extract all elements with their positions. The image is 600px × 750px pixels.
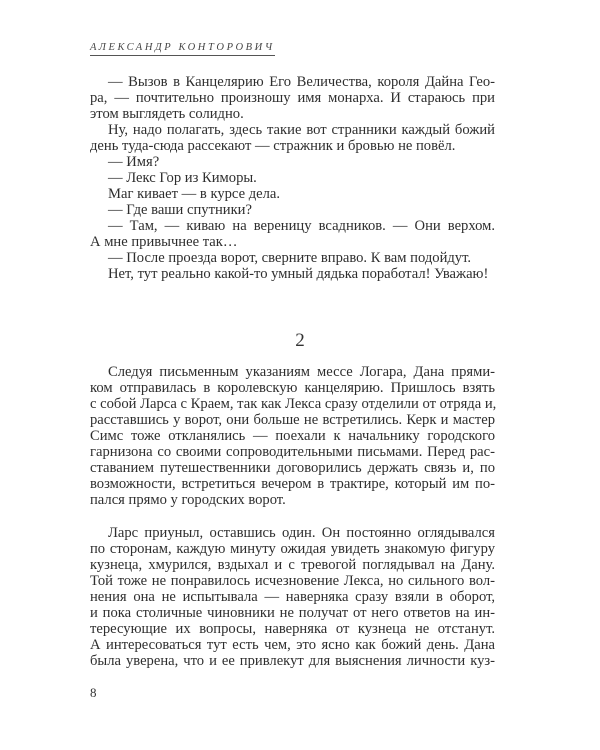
text-line: А интересоваться тут есть чем, это ясно как божий день. Дана <box>90 637 495 653</box>
text-line: Следуя письменным указаниям мессе Логара, Дана прями- <box>108 364 495 380</box>
text-line: нения она не испытывала — наверняка сразу взяли в оборот, <box>90 589 495 605</box>
text-line: день туда-сюда рассекают — стражник и бровью не повёл. <box>90 138 456 154</box>
text-line: Симс тоже откланялись — поехали к начальнику городского <box>90 428 495 444</box>
text-line: Той тоже не понравилось исчезновение Лекса, но сильного вол- <box>90 573 495 589</box>
text-line: Нет, тут реально какой-то умный дядька поработал! Уважаю! <box>108 266 489 282</box>
text-line: Ларс приуныл, оставшись один. Он постоянно оглядывался <box>108 525 495 541</box>
text-line: по сторонам, каждую минуту ожидая увидеть знакомую фигуру <box>90 541 495 557</box>
text-line: Маг кивает — в курсе дела. <box>108 186 281 202</box>
text-line: была уверена, что и ее привлекут для выяснения личности куз- <box>90 653 495 669</box>
running-header-author: АЛЕКСАНДР КОНТОРОВИЧ <box>90 42 275 56</box>
text-line: гарнизона со своими сопроводительными письмами. Перед рас- <box>90 444 495 460</box>
text-line: с собой Ларса с Краем, так как Лекса сразу отделили от отряда и, <box>90 396 497 412</box>
dialogue-block <box>90 74 495 282</box>
text-line: ставанием путешественники договорились держать связь и, по <box>90 460 495 476</box>
text-line: возможности, встретиться вечером в трактире, который им по- <box>90 476 495 492</box>
text-line: — После проезда ворот, сверните вправо. К вам подойдут. <box>108 250 472 266</box>
paragraph-1 <box>90 364 495 508</box>
text-line: Ну, надо полагать, здесь такие вот странники каждый божий <box>108 122 495 138</box>
text-line: кузнеца, хмурился, вздыхал и с тревогой поглядывал на Дану. <box>90 557 495 573</box>
text-line: — Лекс Гор из Киморы. <box>108 170 257 186</box>
text-line: ком отправилась в королевскую канцелярию. Пришлось взять <box>90 380 495 396</box>
text-line: ра, — почтительно произношу имя монарха. И стараюсь при <box>90 90 495 106</box>
text-line: расставшись у ворот, они больше не встретились. Керк и мастер <box>90 412 495 428</box>
text-line: этом выглядеть солидно. <box>90 106 244 122</box>
text-line: А мне привычнее так… <box>90 234 238 250</box>
text-line: — Вызов в Канцелярию Его Величества, короля Дайна Гео- <box>108 74 495 90</box>
text-line: тересующие их вопросы, наверняка от кузнеца не отстанут. <box>90 621 495 637</box>
paragraph-2 <box>90 525 495 669</box>
chapter-number: 2 <box>295 330 305 351</box>
text-line: пался прямо у городских ворот. <box>90 492 286 508</box>
text-line: — Там, — киваю на вереницу всадников. — Они верхом. <box>108 218 495 234</box>
page-number: 8 <box>90 685 97 700</box>
text-line: и пока столичные чиновники не получат от него ответов на ин- <box>90 605 495 621</box>
text-line: — Имя? <box>108 154 160 170</box>
text-line: — Где ваши спутники? <box>108 202 252 218</box>
